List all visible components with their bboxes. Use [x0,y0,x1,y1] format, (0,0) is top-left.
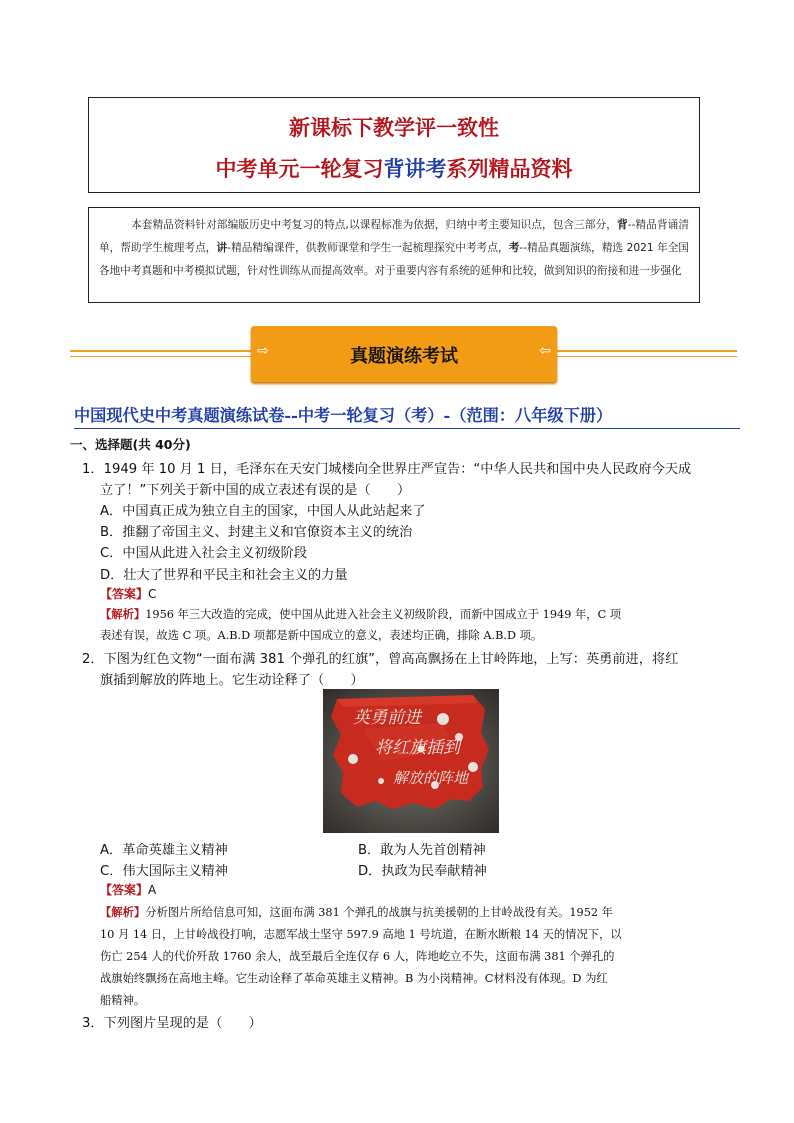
q1-answer-value: C [148,587,157,601]
q2-stem-line-1: 2．下图为红色文物“一面布满 381 个弹孔的红旗”，曾高高飘扬在上甘岭阵地，上写：英勇前进，将红 [82,652,679,667]
q1-answer [100,585,156,602]
section-heading: 一、选择题(共 40分) [70,437,191,452]
q1-explanation-tag: 【解析】 [100,608,146,621]
title-line-2-b: 背讲考 [383,156,447,181]
paper-title: 中国现代史中考真题演练试卷--中考一轮复习（考）-（范围：八年级下册） [74,402,740,429]
q2-option-d: D．执政为民奉献精神 [358,864,487,879]
intro-keyword-jiang: 讲 [216,242,228,254]
q1-option-d: D．壮大了世界和平民主和社会主义的力量 [100,568,348,583]
title-line-2 [89,153,699,183]
q2-explanation-line-5: 船精神。 [100,994,146,1007]
banner-rule-left [70,350,251,352]
flag-text-line-3: 解放的阵地 [393,769,469,787]
q2-explanation-tag: 【解析】 [100,906,146,919]
intro-text-4: --精品真题演练，精选 2021 年全国各地中考真题和中考模拟试题，针对性训练从而提高效率。对于重要内容有系统的延伸和比较，做到知识的衔接和进一步强化 [99,242,690,277]
q1-option-a: A．中国真正成为独立自主的国家，中国人从此站起来了 [100,504,426,519]
banner-arrow-right-icon: ⇦ [539,343,551,359]
title-line-2-a: 中考单元一轮复习 [215,156,384,181]
title-line-1: 新课标下教学评一致性 [289,115,499,140]
q2-explanation-line-2: 10 月 14 日，上甘岭战役打响，志愿军战士坚守 597.9 高地 1 号坑道，在断水断粮 14 天的情况下，以 [100,928,622,941]
title-line-2-c: 系列精品资料 [446,156,573,181]
intro-text-2: --精品背诵清单，帮助学生梳理考点， [99,219,689,254]
q1-option-c: C．中国从此进入社会主义初级阶段 [100,546,308,561]
q2-answer-tag: 【答案】 [100,883,149,897]
banner-label: 真题演练考试 [350,346,458,367]
q2-option-c: C．伟大国际主义精神 [100,864,228,879]
q1-answer-tag: 【答案】 [100,587,149,601]
intro-keyword-kao: 考 [508,242,520,254]
red-flag-photo [323,689,499,833]
section-banner [251,326,557,382]
q2-explanation-line-3: 伤亡 254 人的代价歼敌 1760 余人，战至最后全连仅存 6 人，阵地屹立不失，这面布满 381 个弹孔的 [100,950,615,963]
banner-rule-left-2 [70,356,251,357]
q2-explanation-line-4: 战旗始终飘扬在高地主峰。它生动诠释了革命英雄主义精神。B 为小岗精神。C材料没有体现。D 为红 [100,972,608,985]
q2-answer [100,881,156,898]
banner-arrow-left-icon: ⇨ [257,343,269,359]
q2-explanation-text-1: 分析图片所给信息可知，这面布满 381 个弹孔的战旗与抗美援朝的上甘岭战役有关。1952 年 [145,906,613,919]
intro-keyword-bei: 背 [617,219,628,231]
banner-rule-right [557,350,737,352]
intro-box [88,207,700,303]
q2-stem-line-2: 旗插到解放的阵地上。它生动诠释了（ ） [100,673,364,688]
q2-explanation-line-1 [100,904,613,920]
title-box [88,97,700,193]
banner-rule-right-2 [557,356,737,357]
q1-stem-line-1: 1．1949 年 10 月 1 日，毛泽东在天安门城楼向全世界庄严宣告：“中华人民共和国中央人民政府今天成 [82,462,692,477]
q1-stem-line-2: 立了！”下列关于新中国的成立表述有误的是（ ） [100,483,411,498]
q2-answer-value: A [148,883,157,897]
q1-explanation-line-1 [100,606,621,622]
flag-text-line-2: 将红旗插到 [375,738,460,758]
q2-option-a: A．革命英雄主义精神 [100,843,228,858]
q1-explanation-line-2: 表述有误，故选 C 项。A.B.D 项都是新中国成立的意义，表述均正确，排除 A.B.D 项。 [100,629,543,642]
q3-stem-line-1: 3．下列图片呈现的是（ ） [82,1016,262,1031]
intro-text-1: 本套精品资料针对部编版历史中考复习的特点,以课程标准为依据，归纳中考主要知识点，包含三部分， [131,219,618,231]
q2-option-b: B．敢为人先首创精神 [358,843,486,858]
flag-text-line-1: 英勇前进 [353,708,421,728]
intro-text-3: -精品精编课件，供教师课堂和学生一起梳理探究中考考点， [227,242,509,254]
q1-option-b: B．推翻了帝国主义、封建主义和官僚资本主义的统治 [100,525,413,540]
q1-explanation-text-1: 1956 年三大改造的完成，使中国从此进入社会主义初级阶段，而新中国成立于 1949 年，C 项 [145,608,622,621]
